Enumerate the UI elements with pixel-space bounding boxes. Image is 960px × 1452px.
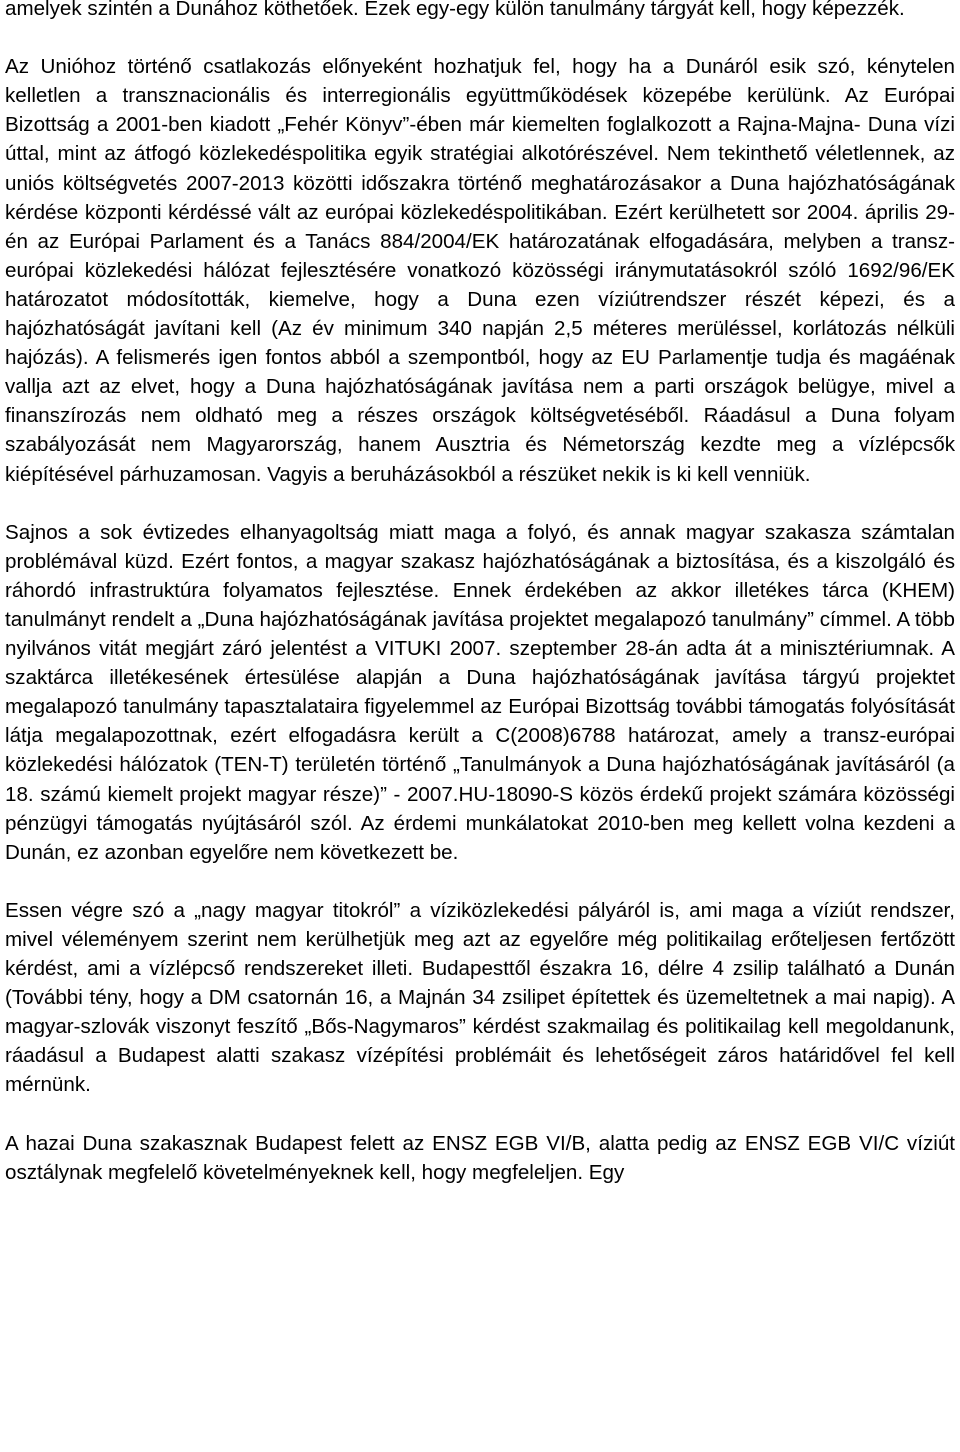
paragraph-waterway-system: Essen végre szó a „nagy magyar titokról” a víziközlekedési pályáról is, ami maga a víziút rendszer, mivel véleményem szerint nem kerülhetjük meg azt az egyelőre még politikailag erőteljesen fertőzött kérdést, ami a vízlépcső rendszereket illeti. Budapesttől északra 16, délre 4 zsilip található a Dunán (További tény, hogy a DM csatornán 16, a Majnán 34 zsilipet építettek és üzemeltetnek a mai napig). A magyar-szlovák viszonyt feszítő „Bős-Nagymaros” kérdést szakmailag és politikailag kell megoldanunk, ráadásul a Budapest alatti szakasz vízépítési problémáit és lehetőségeit záros határidővel fel kell mérnünk. xyxy=(5,898,955,1097)
document-page xyxy=(5,0,955,1216)
paragraph-eu-accession: Az Unióhoz történő csatlakozás előnyeként hozhatjuk fel, hogy ha a Dunáról esik szó, kénytelen kelletlen a transznacionális és interregionális együttműködések közepébe kerülünk. Az Európai Bizottság a 2001-ben kiadott „Fehér Könyv”-ében már kiemelten foglalkozott a Rajna-Majna- Duna vízi úttal, mint az átfogó közlekedéspolitika egyik stratégiai alkotórészével. Nem tekinthető véletlennek, az uniós költségvetés 2007-2013 közötti időszakra történő meghatározásakor a Duna hajózhatóságának kérdése központi kérdéssé vált az európai közlekedéspolitikában. Ezért kerülhetett sor 2004. április 29-én az Európai Parlament és a Tanács 884/2004/EK határozatának elfogadására, melyben a transz-európai közlekedési hálózat fejlesztésére vonatkozó közösségi iránymutatásokról szóló 1692/96/EK határozatot módosították, kiemelve, hogy a Duna ezen víziútrendszer részét képezi, és a hajózhatóságát javítani kell (Az év minimum 340 napján 2,5 méteres merüléssel, korlátozás nélküli hajózás). A felismerés igen fontos abból a szempontból, hogy az EU Parlamentje tudja és magáénak vallja azt az elvet, hogy a Duna hajózhatóságának javítása nem a parti országok belügye, mivel a finanszírozás nem oldható meg a részes országok költségvetéséből. Ráadásul a Duna folyam szabályozását nem Magyarország, hanem Ausztria és Németország kezdte meg a vízlépcsők kiépítésével párhuzamosan. Vagyis a beruházásokból a részüket nekik is ki kell venniük. xyxy=(5,55,955,486)
paragraph-waterway-class: A hazai Duna szakasznak Budapest felett az ENSZ EGB VI/B, alatta pedig az ENSZ EGB VI/C víziút osztálynak megfelelő követelményeknek kell, hogy megfeleljen. Egy xyxy=(5,1131,955,1184)
paragraph-navigability: Sajnos a sok évtizedes elhanyagoltság miatt maga a folyó, és annak magyar szakasza számtalan problémával küzd. Ezért fontos, a magyar szakasz hajózhatóságának a biztosítása, és a kiszolgáló és ráhordó infrastruktúra folyamatos fejlesztése. Ennek érdekében az akkor illetékes tárca (KHEM) tanulmányt rendelt a „Duna hajózhatóságának javítása projektet megalapozó tanulmány” címmel. A több nyilvános vitát megjárt záró jelentést a VITUKI 2007. szeptember 28-án adta át a minisztériumnak. A szaktárca illetékesének értesülése alapján a Duna hajózhatóságának javítása tárgyú projektet megalapozó tanulmány tapasztalataira figyelemmel az Európai Bizottság további támogatás folyósítását látja megalapozottnak, ezért elfogadásra került a C(2008)6788 határozat, amely a transz-európai közlekedési hálózatok (TEN-T) területén történő „Tanulmányok a Duna hajózhatóságának javításáról (a 18. számú kiemelt projekt magyar része)” - 2007.HU-18090-S közös érdekű projekt számára közösségi pénzügyi támogatás nyújtásáról szól. Az érdemi munkálatokat 2010-ben meg kellett volna kezdeni a Dunán, ez azonban egyelőre nem következett be. xyxy=(5,520,955,864)
paragraph-intro: amelyek szintén a Dunához köthetőek. Ezek egy-egy külön tanulmány tárgyát kell, hogy képezzék. xyxy=(5,0,905,20)
